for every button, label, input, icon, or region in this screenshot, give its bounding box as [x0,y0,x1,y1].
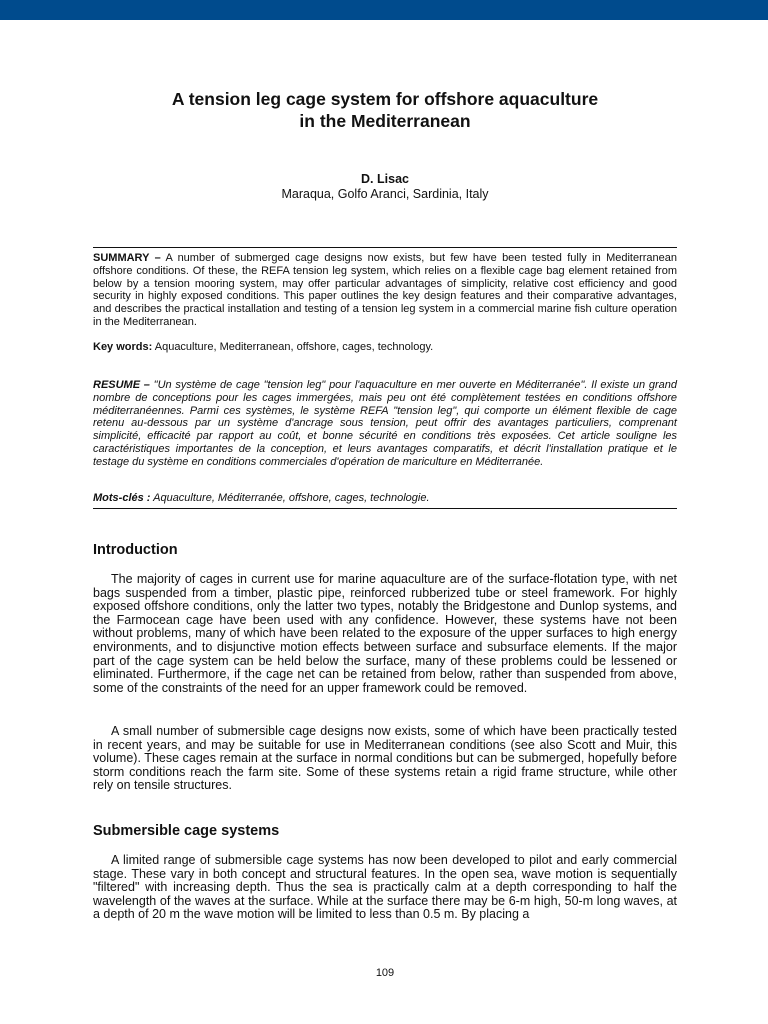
motscles-paragraph [93,492,677,505]
author-name: D. Lisac [361,172,409,186]
introduction-heading: Introduction [93,542,178,558]
motscles-label: Mots-clés : [93,492,151,504]
paper-title [93,88,677,132]
resume-paragraph [93,379,677,469]
title-line-1: A tension leg cage system for offshore aquaculture [171,89,599,109]
title-line-2: in the Mediterranean [299,111,471,131]
page-number: 109 [375,967,395,979]
summary-text: A number of submerged cage designs now exists, but few have been tested fully in Mediterranean offshore conditions. Of these, the REFA tension leg system, which relies on a flexible cage bag element retained from below by a tension mooring system, may offer particular advantages of simplicity, relative cost efficiency and good security in highly exposed conditions. This paper outlines the key design features and their comparative advantages, and describes the practical installation and testing of a tension leg system in a commercial marine fish culture operation in the Mediterranean. [93,252,677,328]
submersible-paragraph-1: A limited range of submersible cage systems has now been developed to pilot and early commercial stage. These vary in both concept and structural features. In the open sea, wave motion is sequentially "filtered" with increasing depth. Thus the sea is practically calm at a depth corresponding to half the wavelength of the waves at the surface. While at the surface there may be 6-m high, 50-m long waves, at a depth of 20 m the wave motion will be limited to less than 0.5 m. By placing a [93,853,677,922]
keywords-label: Key words: [93,341,153,353]
header-bar [0,0,768,20]
abstract-box [93,247,677,509]
keywords-paragraph [93,341,677,354]
motscles-text: Aquaculture, Méditerranée, offshore, cages, technologie. [150,492,430,504]
author-block [93,172,677,202]
keywords-text: Aquaculture, Mediterranean, offshore, cages, technology. [152,341,434,353]
introduction-paragraph-1: The majority of cages in current use for marine aquaculture are of the surface-flotation type, with net bags suspended from a timber, plastic pipe, reinforced rubberized tube or steel framework. For highly exposed offshore conditions, only the latter two types, notably the Bridgestone and Dunlop systems, and the Farmocean cage have been used with any confidence. However, these systems have not been without problems, many of which have been related to the exposure of the upper surfaces to high energy environments, and to disjunctive motion effects between surface and subsurface elements. If the major part of the cage system can be held below the surface, many of these problems could be lessened or eliminated. Furthermore, if the cage net can be retained from below, rather than suspended from above, some of the constraints of the need for an upper framework could be removed. [93,572,677,695]
author-affiliation: Maraqua, Golfo Aranci, Sardinia, Italy [281,187,489,201]
resume-text: "Un système de cage "tension leg" pour l'aquaculture en mer ouverte en Méditerranée". Il existe un grand nombre de conceptions pour les cages immergées, mais peu ont été complètement testées en conditions offshore méditerranéennes. Parmi ces systèmes, le système REFA "tension leg", qui comporte un élément flexible de cage retenu au-dessous par un système d'ancrage sous tension, peut offrir des avantages particuliers, comprenant simplicité, efficacité par rapport au coût, et bonne sécurité en conditions très exposées. Cet article souligne les caractéristiques importantes de la conception, et leurs avantages comparatifs, et décrit l'installation pratique et le testage du système en conditions commerciales d'opération de mariculture en Méditerranée. [93,379,677,468]
resume-label: RESUME – [93,379,150,391]
submersible-heading: Submersible cage systems [93,823,280,839]
summary-paragraph [93,252,677,329]
introduction-paragraph-2: A small number of submersible cage designs now exists, some of which have been practically tested in recent years, and may be suitable for use in Mediterranean conditions (see also Scott and Muir, this volume). These cages remain at the surface in normal conditions but can be submerged, hopefully before storm conditions reach the farm site. Some of these systems retain a rigid frame structure, while other rely on tensile structures. [93,724,677,793]
summary-label: SUMMARY – [93,252,161,264]
